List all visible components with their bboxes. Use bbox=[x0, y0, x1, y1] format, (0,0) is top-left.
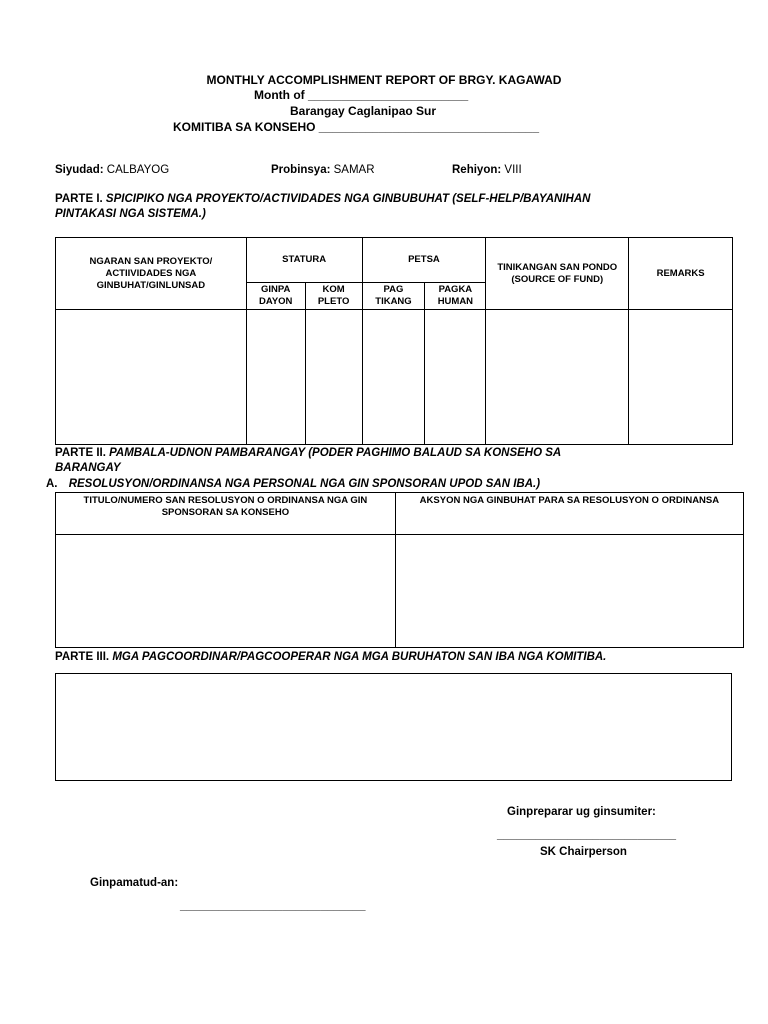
part1-title: SPICIPIKO NGA PROYEKTO/ACTIVIDADES NGA GINBUBUHAT (SELF-HELP/BAYANIHAN bbox=[105, 193, 591, 205]
projects-table bbox=[55, 237, 733, 445]
sub-header-pag: PAG TIKANG bbox=[362, 283, 425, 310]
col-header-petsa: PETSA bbox=[362, 238, 486, 283]
table-cell[interactable] bbox=[362, 310, 425, 445]
noted-signature-line[interactable]: _____________________________ bbox=[180, 900, 366, 912]
col-header-source: TINIKANGAN SAN PONDO (SOURCE OF FUND) bbox=[486, 238, 629, 310]
barangay-name: Barangay Caglanipao Sur bbox=[290, 104, 437, 118]
table-cell[interactable] bbox=[56, 310, 247, 445]
sub-a-letter: A. bbox=[46, 478, 58, 490]
siyudad-label: Siyudad: bbox=[55, 164, 104, 176]
siyudad-value: CALBAYOG bbox=[106, 164, 170, 176]
part3-label: PARTE III. bbox=[55, 651, 110, 663]
table-cell[interactable] bbox=[629, 310, 733, 445]
col-header-statura: STATURA bbox=[246, 238, 362, 283]
part2-title: PAMBALA-UDNON PAMBARANGAY (PODER PAGHIMO BALAUD SA KONSEHO SA bbox=[109, 447, 562, 459]
sub-header-pagka: PAGKA HUMAN bbox=[425, 283, 486, 310]
part1-title-line2: PINTAKASI NGA SISTEMA.) bbox=[55, 208, 206, 220]
prepared-label: Ginpreparar ug ginsumiter: bbox=[507, 806, 656, 818]
probinsya-value: SAMAR bbox=[333, 164, 375, 176]
prepared-title: SK Chairperson bbox=[540, 846, 627, 858]
rehiyon-value: VIII bbox=[504, 164, 522, 176]
noted-label: Ginpamatud-an: bbox=[90, 877, 179, 889]
part2-title-line2: BARANGAY bbox=[55, 462, 121, 474]
table-cell[interactable] bbox=[395, 535, 743, 648]
probinsya-field bbox=[271, 164, 375, 176]
part1-heading bbox=[55, 193, 590, 205]
table-cell[interactable] bbox=[425, 310, 486, 445]
table-row bbox=[56, 535, 744, 648]
report-title: MONTHLY ACCOMPLISHMENT REPORT OF BRGY. KAGAWAD bbox=[206, 73, 562, 87]
table-cell[interactable] bbox=[56, 535, 396, 648]
sub-header-ginpa: GINPA DAYON bbox=[246, 283, 305, 310]
resolutions-table bbox=[55, 492, 744, 648]
part1-label: PARTE I. bbox=[55, 193, 103, 205]
rehiyon-label: Rehiyon: bbox=[452, 164, 502, 176]
table-cell[interactable] bbox=[305, 310, 362, 445]
prepared-signature-line[interactable]: ____________________________ bbox=[497, 829, 677, 841]
col-header-aksyon: AKSYON NGA GINBUHAT PARA SA RESOLUSYON O ORDINANSA bbox=[395, 493, 743, 535]
sub-header-kom: KOM PLETO bbox=[305, 283, 362, 310]
col-header-remarks: REMARKS bbox=[629, 238, 733, 310]
probinsya-label: Probinsya: bbox=[271, 164, 331, 176]
month-line: Month of ________________________ bbox=[254, 88, 469, 102]
komitiba-line: KOMITIBA SA KONSEHO _________________________________ bbox=[173, 120, 540, 134]
col-header-name: NGARAN SAN PROYEKTO/ ACTIIVIDADES NGA GINBUHAT/GINLUNSAD bbox=[56, 238, 247, 310]
part3-box[interactable] bbox=[55, 673, 732, 781]
table-cell[interactable] bbox=[486, 310, 629, 445]
col-header-titulo: TITULO/NUMERO SAN RESOLUSYON O ORDINANSA NGA GIN SPONSORAN SA KONSEHO bbox=[56, 493, 396, 535]
rehiyon-field bbox=[452, 164, 522, 176]
part2-sub-a bbox=[46, 478, 540, 490]
table-cell[interactable] bbox=[246, 310, 305, 445]
table-row bbox=[56, 310, 733, 445]
part3-title: MGA PAGCOORDINAR/PAGCOOPERAR NGA MGA BURUHATON SAN IBA NGA KOMITIBA. bbox=[112, 651, 607, 663]
sub-a-title: RESOLUSYON/ORDINANSA NGA PERSONAL NGA GIN SPONSORAN UPOD SAN IBA.) bbox=[68, 478, 541, 490]
part2-heading bbox=[55, 447, 561, 459]
siyudad-field bbox=[55, 164, 169, 176]
part3-heading bbox=[55, 651, 606, 663]
part2-label: PARTE II. bbox=[55, 447, 106, 459]
